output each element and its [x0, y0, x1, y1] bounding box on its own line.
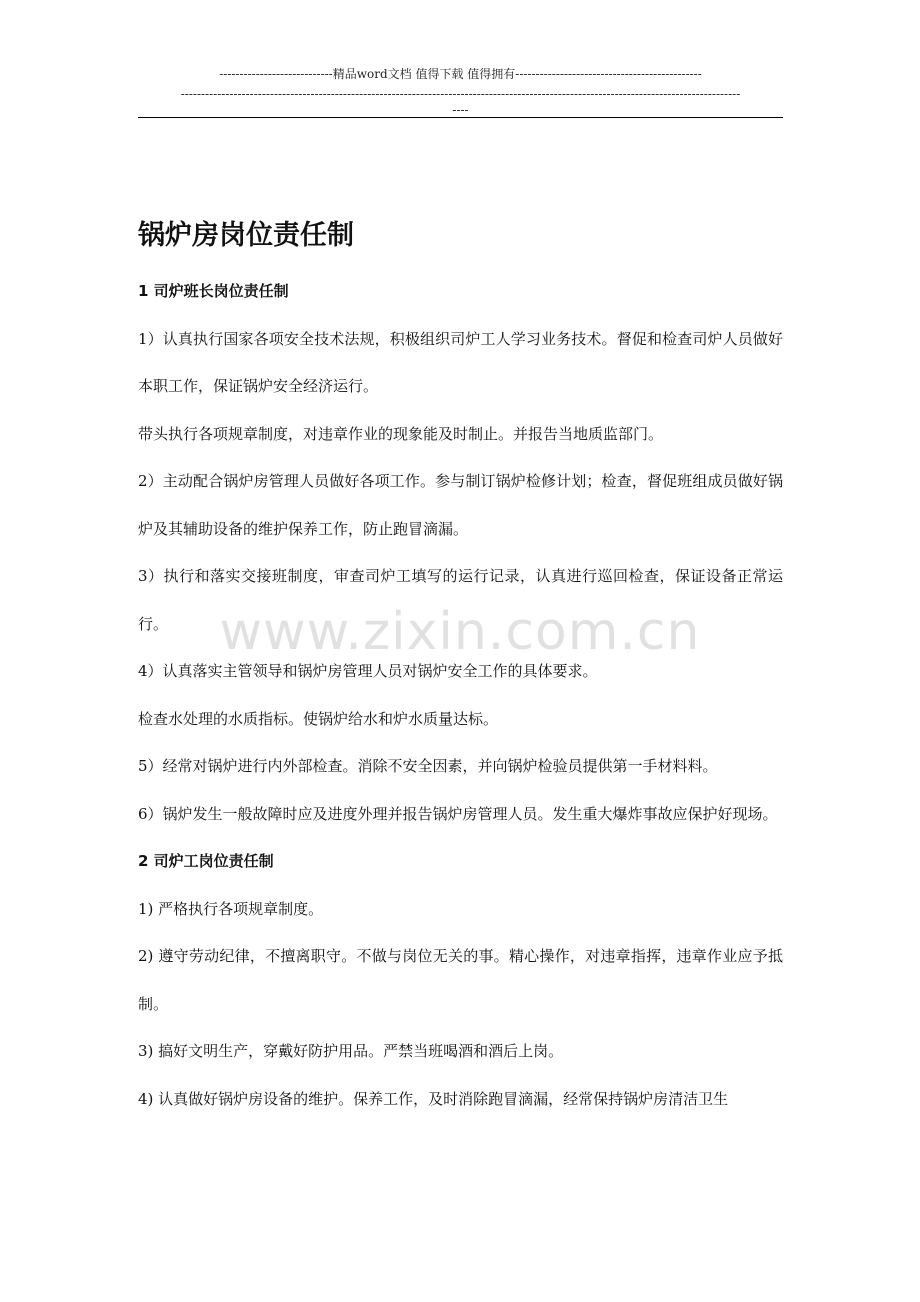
paragraph: 3）执行和落实交接班制度，审查司炉工填写的运行记录，认真进行巡回检查，保证设备正常运行。 [138, 567, 783, 633]
paragraph: 2) 遵守劳动纪律，不擅离职守。不做与岗位无关的事。精心操作，对违章指挥，违章作业应予抵制。 [138, 947, 783, 1013]
page-header [138, 66, 783, 118]
header-dash-line: ------------------------------------------------------------------------------------------------------------------------------------------ [180, 87, 741, 101]
section-heading: 2 司炉工岗位责任制 [138, 852, 274, 870]
paragraph: 4）认真落实主管领导和锅炉房管理人员对锅炉安全工作的具体要求。 [138, 662, 598, 680]
paragraph: 检查水处理的水质指标。使锅炉给水和炉水质量达标。 [138, 709, 499, 728]
header-dash-line-end: ---- [452, 103, 469, 117]
paragraph: 带头执行各项规章制度，对违章作业的现象能及时制止。并报告当地质监部门。 [138, 424, 664, 443]
paragraph: 3) 搞好文明生产，穿戴好防护用品。严禁当班喝酒和酒后上岗。 [138, 1042, 564, 1060]
paragraph: 1）认真执行国家各项安全技术法规，积极组织司炉工人学习业务技术。督促和检查司炉人员做好本职工作，保证锅炉安全经济运行。 [138, 329, 783, 395]
section-heading: 1 司炉班长岗位责任制 [138, 282, 289, 300]
watermark: www.zixin.com.cn [219, 602, 701, 662]
paragraph: 4) 认真做好锅炉房设备的维护。保养工作，及时消除跑冒滴漏，经常保持锅炉房清洁卫生 [138, 1089, 729, 1108]
paragraph: 1) 严格执行各项规章制度。 [138, 899, 324, 918]
paragraph: 5）经常对锅炉进行内外部检查。消除不安全因素，并向锅炉检验员提供第一手材料料。 [138, 757, 718, 775]
header-divider [138, 117, 783, 118]
document-title: 锅炉房岗位责任制 [138, 220, 354, 251]
document-body [138, 268, 783, 1123]
header-banner-text: ----------------------------精品word文档 值得下载 值得拥有---------------------------------------------- [219, 67, 702, 81]
paragraph: 2）主动配合锅炉房管理人员做好各项工作。参与制订锅炉检修计划；检查，督促班组成员做好锅炉及其辅助设备的维护保养工作，防止跑冒滴漏。 [138, 472, 783, 538]
paragraph: 6）锅炉发生一般故障时应及进度外理并报告锅炉房管理人员。发生重大爆炸事故应保护好现场。 [138, 804, 778, 823]
